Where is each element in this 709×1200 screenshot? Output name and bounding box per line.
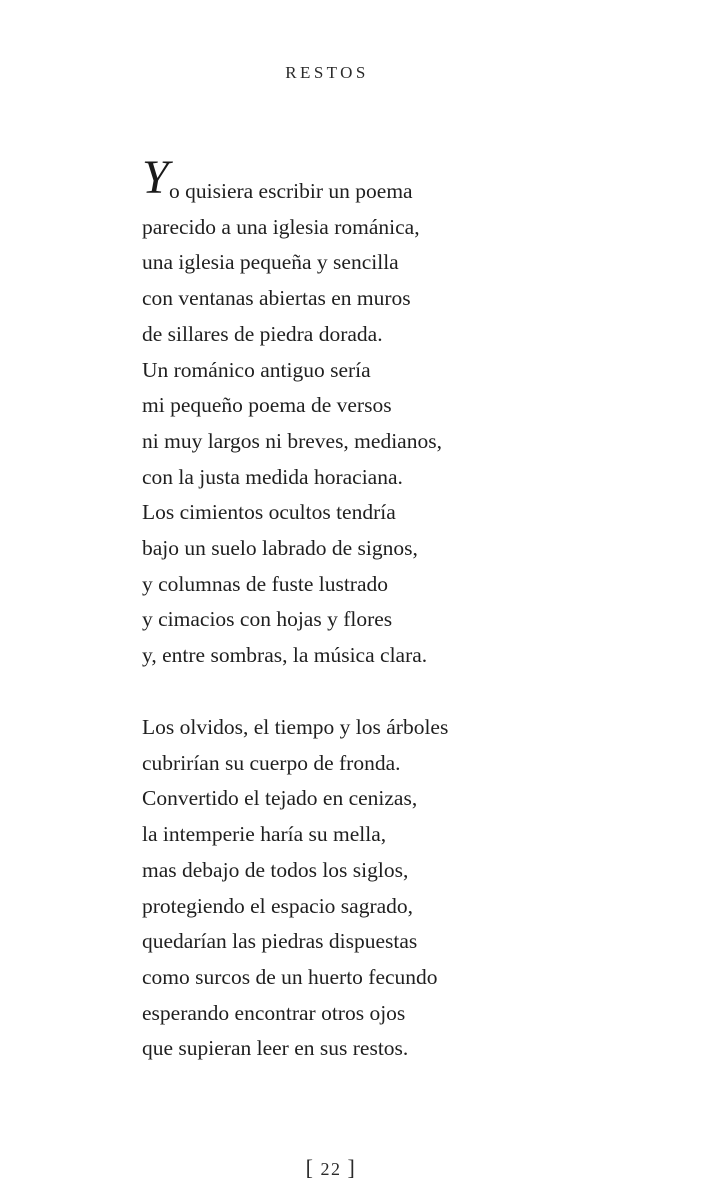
poem-line: la intemperie haría su mella, bbox=[142, 822, 387, 847]
poem-line: que supieran leer en sus restos. bbox=[142, 1036, 409, 1061]
first-line-text: o quisiera escribir un poema bbox=[169, 179, 413, 203]
poem-line: de sillares de piedra dorada. bbox=[142, 321, 383, 346]
poem-title: RESTOS bbox=[285, 63, 369, 82]
poem-line: con ventanas abiertas en muros bbox=[142, 286, 411, 311]
poem-line: con la justa medida horaciana. bbox=[142, 464, 403, 489]
poem-line: Los cimientos ocultos tendría bbox=[142, 500, 396, 525]
drop-cap: Y bbox=[142, 151, 169, 204]
poem-line: una iglesia pequeña y sencilla bbox=[142, 250, 399, 275]
poem-line: como surcos de un huerto fecundo bbox=[142, 964, 438, 989]
poem-line bbox=[142, 151, 682, 210]
poem-line: Un románico antiguo sería bbox=[142, 357, 371, 382]
poem-line: ni muy largos ni breves, medianos, bbox=[142, 428, 442, 453]
poem-line: esperando encontrar otros ojos bbox=[142, 1000, 406, 1025]
close-bracket: ] bbox=[347, 1155, 357, 1180]
poem-line: mas debajo de todos los siglos, bbox=[142, 857, 409, 882]
poem-line: y, entre sombras, la música clara. bbox=[142, 643, 428, 668]
poem-line: y cimacios con hojas y flores bbox=[142, 607, 393, 632]
poem-line: Los olvidos, el tiempo y los árboles bbox=[142, 715, 449, 739]
stanza-1 bbox=[142, 151, 682, 674]
poem-line: parecido a una iglesia románica, bbox=[142, 214, 420, 239]
poem-line: cubrirían su cuerpo de fronda. bbox=[142, 750, 401, 775]
page-number-value: 22 bbox=[320, 1159, 342, 1179]
page-number bbox=[0, 1155, 662, 1181]
poem-line: Convertido el tejado en cenizas, bbox=[142, 786, 418, 811]
poem-line: bajo un suelo labrado de signos, bbox=[142, 536, 418, 561]
poem-line: quedarían las piedras dispuestas bbox=[142, 929, 418, 954]
stanza-2 bbox=[142, 710, 682, 1067]
poem-line: protegiendo el espacio sagrado, bbox=[142, 893, 414, 918]
poem-line: mi pequeño poema de versos bbox=[142, 393, 392, 418]
poem-line: y columnas de fuste lustrado bbox=[142, 571, 389, 596]
open-bracket: [ bbox=[305, 1155, 315, 1180]
